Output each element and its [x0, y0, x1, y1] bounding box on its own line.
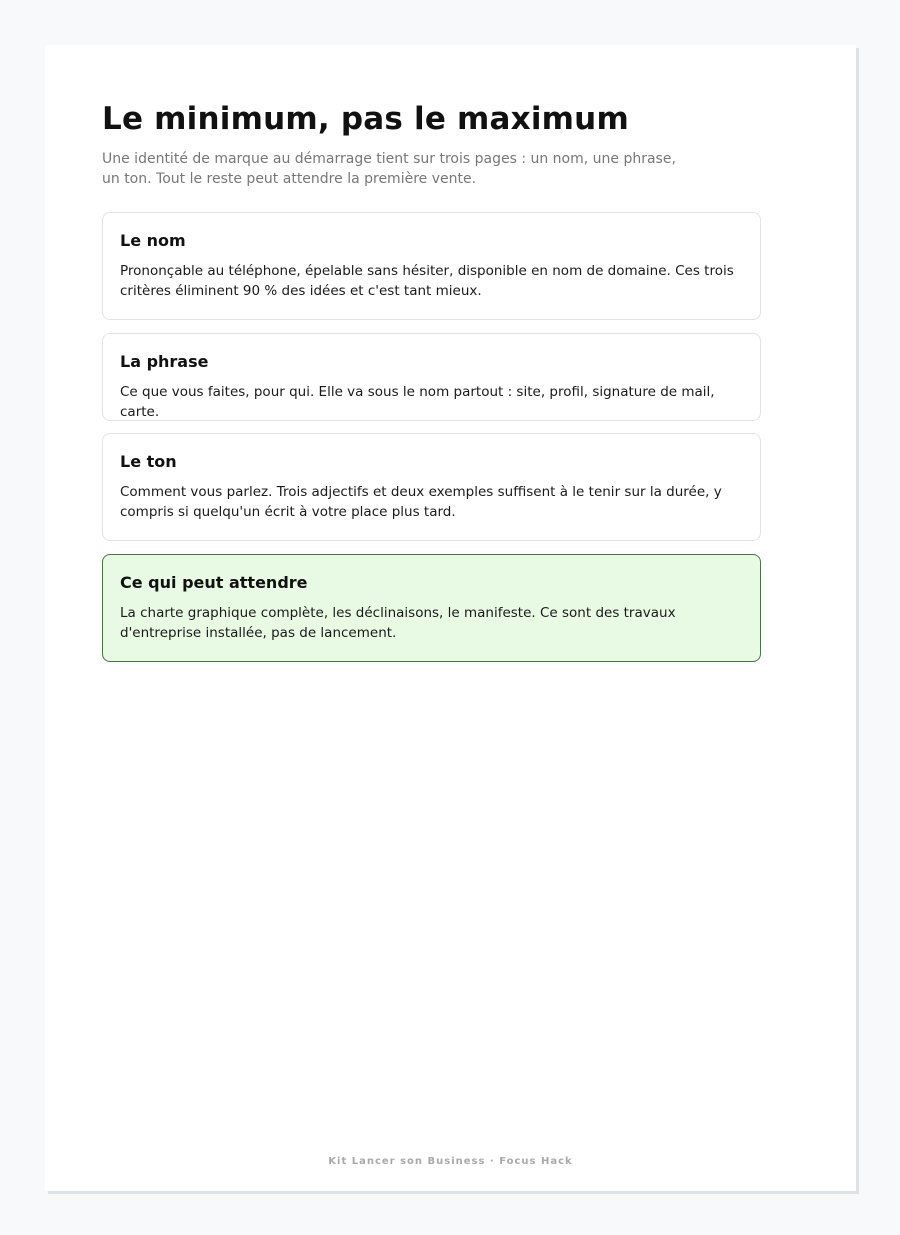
card-text: Comment vous parlez. Trois adjectifs et deux exemples suffisent à le tenir sur la durée, y compris si quelqu'un écrit à votre place plus tard. — [120, 484, 722, 520]
card-text: Prononçable au téléphone, épelable sans hésiter, disponible en nom de domaine. Ces trois critères éliminent 90 % des idées et c'est tant mieux. — [120, 263, 734, 299]
card-title: Ce qui peut attendre — [120, 573, 308, 592]
card-la-phrase — [102, 333, 761, 421]
page-subtitle: Une identité de marque au démarrage tient sur trois pages : un nom, une phrase, un ton. Tout le reste peut attendre la première vente. — [102, 151, 676, 187]
card-le-ton — [102, 433, 761, 541]
card-text: La charte graphique complète, les déclinaisons, le manifeste. Ce sont des travaux d'entreprise installée, pas de lancement. — [120, 605, 676, 641]
document-page — [45, 45, 856, 1191]
card-ce-qui-peut-attendre — [102, 554, 761, 662]
page-title: Le minimum, pas le maximum — [102, 101, 629, 137]
card-title: La phrase — [120, 352, 209, 371]
card-le-nom — [102, 212, 761, 320]
card-text: Ce que vous faites, pour qui. Elle va sous le nom partout : site, profil, signature de mail, carte. — [120, 384, 715, 420]
card-title: Le ton — [120, 452, 177, 471]
page-footer: Kit Lancer son Business · Focus Hack — [328, 1156, 573, 1167]
card-title: Le nom — [120, 231, 186, 250]
